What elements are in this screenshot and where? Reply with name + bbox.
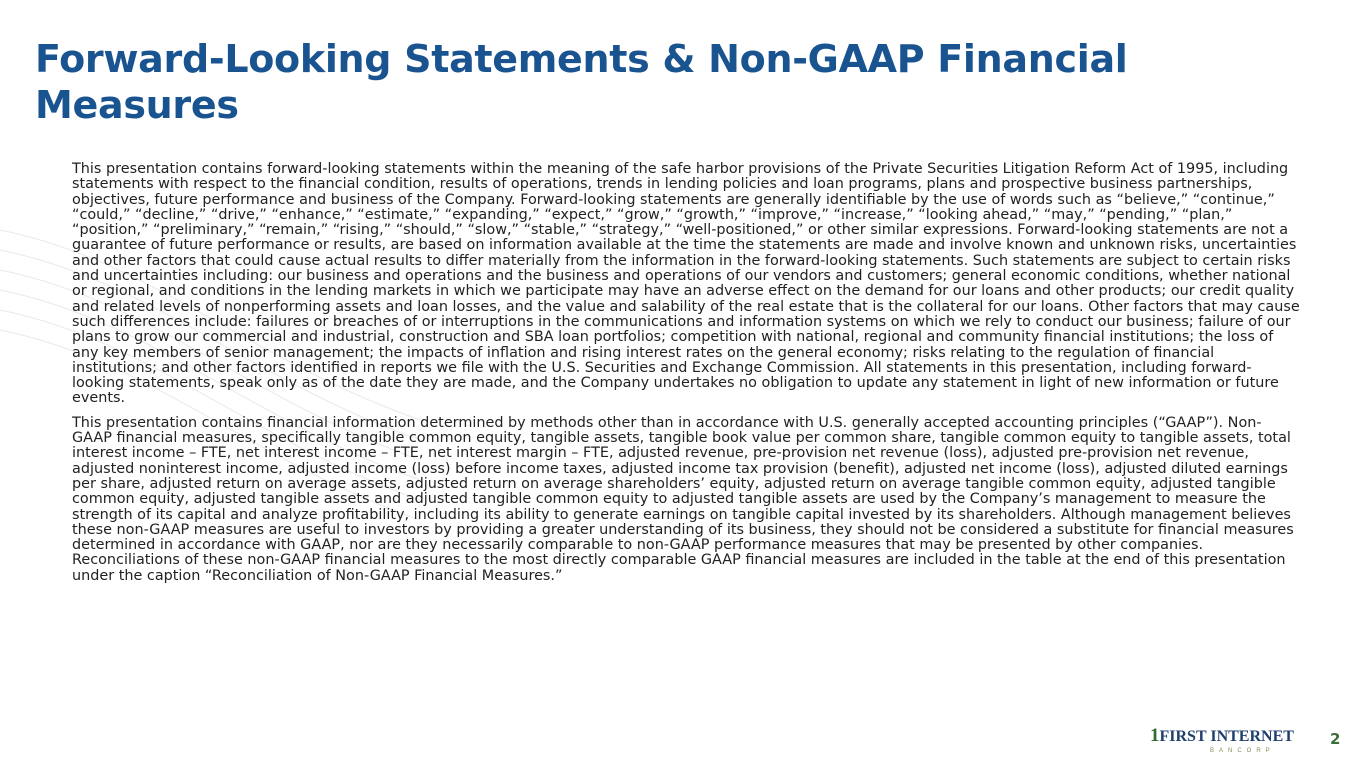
logo-one: 1 [1150,725,1160,746]
logo-text: FIRST INTERNET [1159,728,1294,745]
non-gaap-paragraph: This presentation contains financial information determined by methods other than in accordance with U.S. generally accepted accounting principles (“GAAP”). Non-GAAP financial measures, specifically tangible common equity, tangible assets, tangible book value per common share, tangible common equity to tangible assets, total interest income – FTE, net interest income – FTE, net interest margin – FTE, adjusted revenue, pre-provision net revenue (loss), adjusted pre-provision net revenue, adjusted noninterest income, adjusted income (loss) before income taxes, adjusted income tax provision (benefit), adjusted net income (loss), adjusted diluted earnings per share, adjusted return on average assets, adjusted return on average shareholders’ equity, adjusted return on average tangible common equity, adjusted tangible common equity, adjusted tangible assets and adjusted tangible common equity to adjusted tangible assets are used by the Company’s management to measure the strength of its capital and analyze profitability, including its ability to generate earnings on tangible capital invested by its shareholders. Although management believes these non-GAAP measures are useful to investors by providing a greater understanding of its business, they should not be considered a substitute for financial measures determined in accordance with GAAP, nor are they necessarily comparable to non-GAAP performance measures that may be presented by other companies. Reconciliations of these non-GAAP financial measures to the most directly comparable GAAP financial measures are included in the table at the end of this presentation under the caption “Reconciliation of Non-GAAP Financial Measures.” [72,414,1294,584]
forward-looking-paragraph: This presentation contains forward-looking statements within the meaning of the safe harbor provisions of the Private Securities Litigation Reform Act of 1995, including statements with respect to the financial condition, results of operations, trends in lending policies and loan programs, plans and prospective business partnerships, objectives, future performance and business of the Company. Forward-looking statements are generally identifiable by the use of words such as “believe,” “continue,” “could,” “decline,” “drive,” “enhance,” “estimate,” “expanding,” “expect,” “grow,” “growth,” “improve,” “increase,” “looking ahead,” “may,” “pending,” “plan,” “position,” “preliminary,” “remain,” “rising,” “should,” “slow,” “stable,” “strategy,” “well-positioned,” or other similar expressions. Forward-looking statements are not a guarantee of future performance or results, are based on information available at the time the statements are made and involve known and unknown risks, uncertainties and other factors that could cause actual results to differ materially from the information in the forward-looking statements. Such statements are subject to certain risks and uncertainties including: our business and operations and the business and operations of our vendors and customers; general economic conditions, whether national or regional, and conditions in the lending markets in which we participate may have an adverse effect on the demand for our loans and other products; our credit quality and related levels of nonperforming assets and loan losses, and the value and salability of the real estate that is the collateral for our loans. Other factors that may cause such differences include: failures or breaches of or interruptions in the communications and information systems on which we rely to conduct our business; failure of our plans to grow our commercial and industrial, construction and SBA loan portfolios; competition with national, regional and community financial institutions; the loss of any key members of senior management; the impacts of inflation and rising interest rates on the general economy; risks relating to the regulation of financial institutions; and other factors identified in reports we file with the U.S. Securities and Exchange Commission. All statements in this presentation, including forward-looking statements, speak only as of the date they are made, and the Company undertakes no obligation to update any statement in light of new information or future events. [72,161,1300,407]
page-number: 2 [1330,730,1341,748]
company-logo [1150,726,1310,755]
logo-main [1150,726,1294,747]
page-title: Forward-Looking Statements & Non-GAAP Financial Measures [35,37,1128,127]
logo-subtext: BANCORP [1210,748,1275,754]
disclaimer-body [72,162,1300,593]
